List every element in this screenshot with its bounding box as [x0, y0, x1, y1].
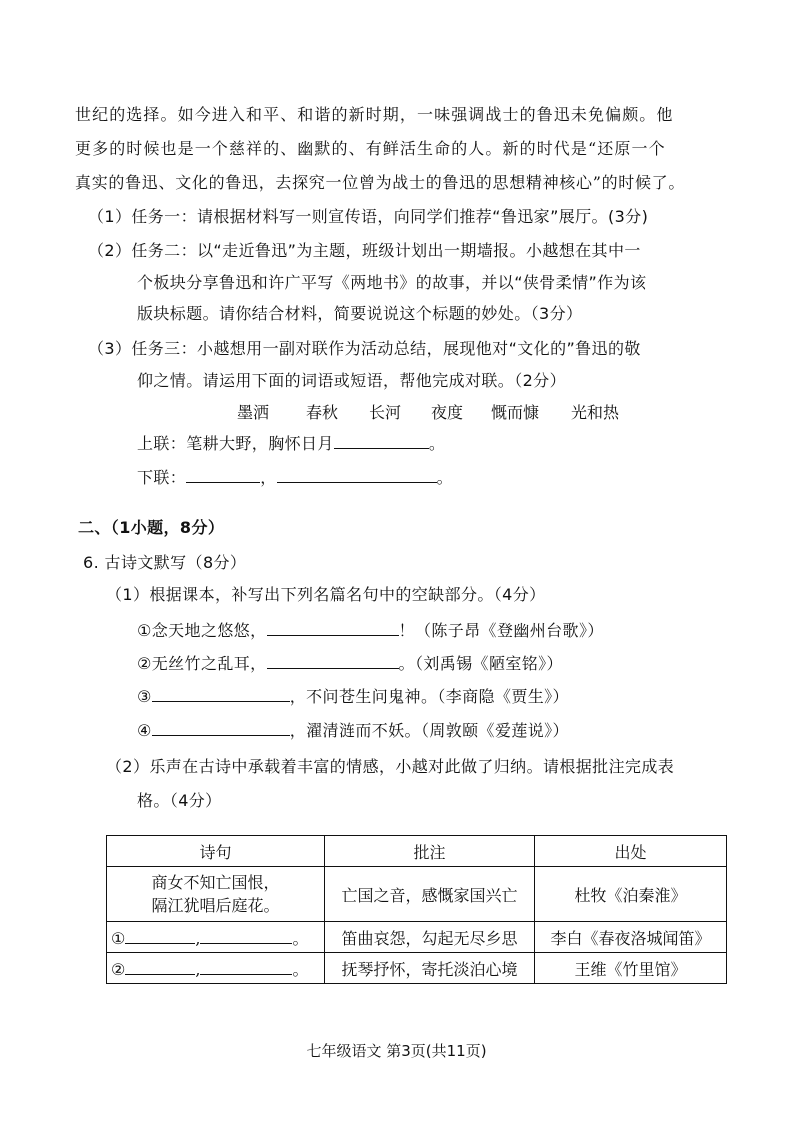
table-cell-source: 杜牧《泊秦淮》	[535, 867, 727, 922]
intro-line-1: 世纪的选择。如今进入和平、和谐的新时期，一味强调战士的鲁迅未免偏颇。他	[75, 105, 674, 124]
question-6-title: 6. 古诗文默写（8分）	[83, 553, 247, 572]
table-cell-poem	[107, 867, 325, 922]
word-item: 春秋	[306, 403, 339, 422]
word-item: 长河	[369, 403, 402, 422]
answer-blank[interactable]	[334, 434, 429, 449]
couplet-lower-label: 下联：	[137, 468, 187, 487]
row-separator: ,	[195, 928, 201, 948]
item-2-suffix: 。（刘禹锡《陋室铭》）	[398, 654, 563, 673]
table-row	[107, 922, 727, 953]
word-item: 慨而慷	[491, 403, 540, 422]
table-row	[107, 953, 727, 984]
task-3-line-1: （3）任务三：小越想用一副对联作为活动总结，展现他对“文化的”鲁迅的敬	[88, 339, 641, 358]
answer-blank[interactable]	[186, 468, 260, 483]
word-item: 光和热	[571, 403, 620, 422]
annotation-table	[106, 835, 727, 984]
task-1: （1）任务一：请根据材料写一则宣传语，向同学们推荐“鲁迅家”展厅。(3分)	[88, 207, 649, 226]
answer-blank[interactable]	[267, 621, 399, 636]
table-cell-source: 王维《竹里馆》	[535, 953, 727, 984]
item-1-prefix: ①念天地之悠悠，	[137, 621, 267, 640]
table-cell-note: 笛曲哀怨，勾起无尽乡思	[325, 922, 535, 953]
table-cell-source: 李白《春夜洛城闻笛》	[535, 922, 727, 953]
poem-line: 隔江犹唱后庭花。	[151, 896, 280, 915]
row-end: 。	[292, 928, 309, 948]
table-cell-note: 亡国之音，感慨家国兴亡	[325, 867, 535, 922]
recitation-item-4	[137, 720, 569, 742]
row-separator: ,	[195, 959, 201, 979]
couplet-lower	[137, 467, 453, 489]
intro-line-3: 真实的鲁迅、文化的鲁迅，去探究一位曾为战士的鲁迅的思想精神核心”的时候了。	[75, 173, 686, 192]
item-3-suffix: ，不问苍生问鬼神。（李商隐《贾生》）	[289, 687, 569, 706]
item-2-prefix: ②无丝竹之乱耳，	[137, 654, 267, 673]
item-4-prefix: ④	[137, 721, 152, 740]
couplet-upper-label: 上联：笔耕大野，胸怀日月	[137, 434, 334, 453]
recitation-item-3	[137, 686, 569, 708]
answer-blank[interactable]	[125, 960, 195, 975]
answer-blank[interactable]	[267, 654, 399, 669]
couplet-upper-period: 。	[428, 434, 446, 453]
table-cell-poem	[107, 922, 325, 953]
part-2-line-1: （2）乐声在古诗中承载着丰富的情感，小越对此做了归纳。请根据批注完成表	[106, 757, 675, 776]
part-1-intro: （1）根据课本，补写出下列名篇名句中的空缺部分。（4分）	[106, 585, 546, 604]
row-end: 。	[292, 959, 309, 979]
couplet-upper	[137, 433, 445, 455]
table-header: 出处	[535, 836, 727, 867]
table-header-row	[107, 836, 727, 867]
table-cell-note: 抚琴抒怀，寄托淡泊心境	[325, 953, 535, 984]
couplet-lower-period: 。	[436, 468, 454, 487]
answer-blank[interactable]	[152, 721, 290, 736]
table-header: 批注	[325, 836, 535, 867]
table-cell-poem	[107, 953, 325, 984]
item-1-suffix: ！（陈子昂《登幽州台歌》）	[398, 621, 604, 640]
task-2-line-3: 版块标题。请你结合材料，简要说说这个标题的妙处。（3分）	[137, 304, 583, 323]
recitation-item-1	[137, 620, 604, 642]
answer-blank[interactable]	[125, 929, 195, 944]
answer-blank[interactable]	[200, 960, 292, 975]
answer-blank[interactable]	[200, 929, 292, 944]
recitation-item-2	[137, 653, 563, 675]
poem-line: 商女不知亡国恨，	[151, 873, 280, 892]
item-4-suffix: ，濯清涟而不妖。（周敦颐《爱莲说》）	[289, 721, 569, 740]
page-footer: 七年级语文 第3页(共11页)	[306, 1042, 487, 1060]
intro-line-2: 更多的时候也是一个慈祥的、幽默的、有鲜活生命的人。新的时代是“还原一个	[75, 139, 666, 158]
table-header: 诗句	[107, 836, 325, 867]
answer-blank[interactable]	[152, 687, 290, 702]
part-2-line-2: 格。（4分）	[137, 791, 222, 810]
answer-blank[interactable]	[277, 468, 437, 483]
couplet-lower-comma: ，	[260, 468, 277, 487]
word-item: 墨洒	[237, 403, 270, 422]
item-3-prefix: ③	[137, 687, 152, 706]
row-number: ①	[111, 928, 126, 948]
word-bank	[0, 400, 793, 422]
table-row	[107, 867, 727, 922]
task-3-line-2: 仰之情。请运用下面的词语或短语，帮他完成对联。（2分）	[137, 371, 566, 390]
section-2-header: 二、（1小题，8分）	[78, 518, 225, 537]
row-number: ②	[111, 959, 126, 979]
task-2-line-1: （2）任务二：以“走近鲁迅”为主题，班级计划出一期墙报。小越想在其中一	[88, 241, 641, 260]
task-2-line-2: 个板块分享鲁迅和许广平写《两地书》的故事，并以“侠骨柔情”作为该	[137, 273, 647, 292]
word-item: 夜度	[431, 403, 464, 422]
